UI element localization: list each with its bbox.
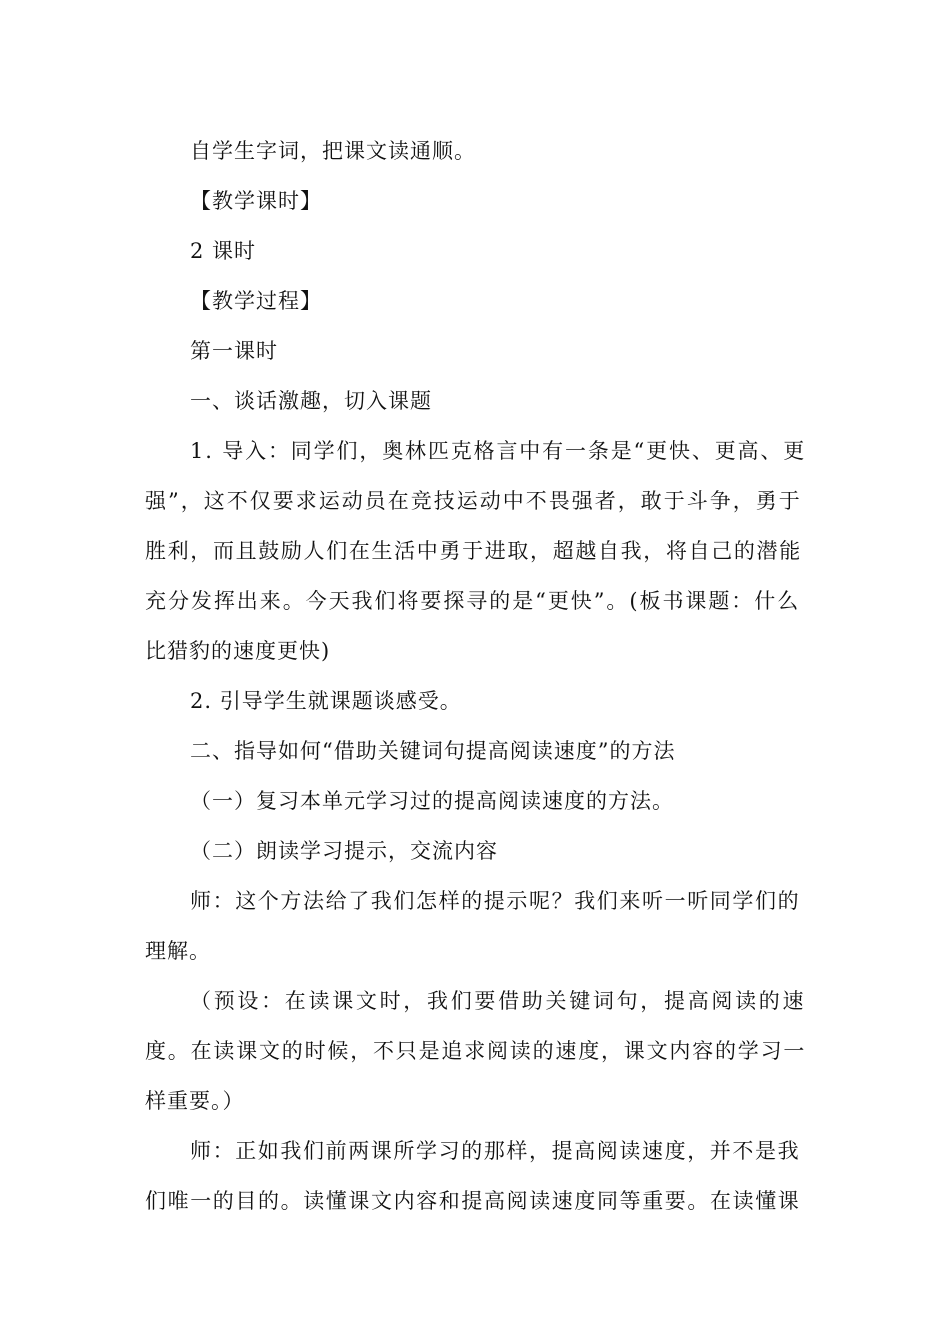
text-line: 比猎豹的速度更快) <box>145 639 331 663</box>
text-line: 二、指导如何“借助关键词句提高阅读速度”的方法 <box>190 739 676 763</box>
text-line: 第一课时 <box>190 339 278 363</box>
text-line: 自学生字词，把课文读通顺。 <box>190 139 476 163</box>
text-line: 2 课时 <box>190 239 257 263</box>
text-line: 强”，这不仅要求运动员在竞技运动中不畏强者，敢于斗争，勇于 <box>145 489 802 513</box>
text-line: 胜利，而且鼓励人们在生活中勇于进取，超越自我，将自己的潜能 <box>145 539 802 563</box>
text-line: 师：正如我们前两课所学习的那样，提高阅读速度，并不是我 <box>190 1139 801 1163</box>
text-line: 充分发挥出来。今天我们将要探寻的是“更快”。(板书课题：什么 <box>145 589 801 613</box>
text-line: （预设：在读课文时，我们要借助关键词句，提高阅读的速 <box>190 989 807 1013</box>
text-line: 们唯一的目的。读懂课文内容和提高阅读速度同等重要。在读懂课 <box>145 1189 801 1213</box>
text-line: 2. 引导学生就课题谈感受。 <box>190 689 462 713</box>
section-heading: 【教学过程】 <box>190 289 322 313</box>
text-line: 度。在读课文的时候，不只是追求阅读的速度，课文内容的学习一 <box>145 1039 807 1063</box>
text-line: （一）复习本单元学习过的提高阅读速度的方法。 <box>190 789 674 813</box>
section-heading: 【教学课时】 <box>190 189 322 213</box>
text-line: 样重要。） <box>145 1089 245 1113</box>
text-line: 师：这个方法给了我们怎样的提示呢？我们来听一听同学们的 <box>190 889 801 913</box>
text-line: 理解。 <box>145 939 211 963</box>
text-line: （二）朗读学习提示，交流内容 <box>190 839 498 863</box>
text-line: 1. 导入：同学们，奥林匹克格言中有一条是“更快、更高、更 <box>190 439 807 463</box>
text-line: 一、谈话激趣，切入课题 <box>190 389 432 413</box>
